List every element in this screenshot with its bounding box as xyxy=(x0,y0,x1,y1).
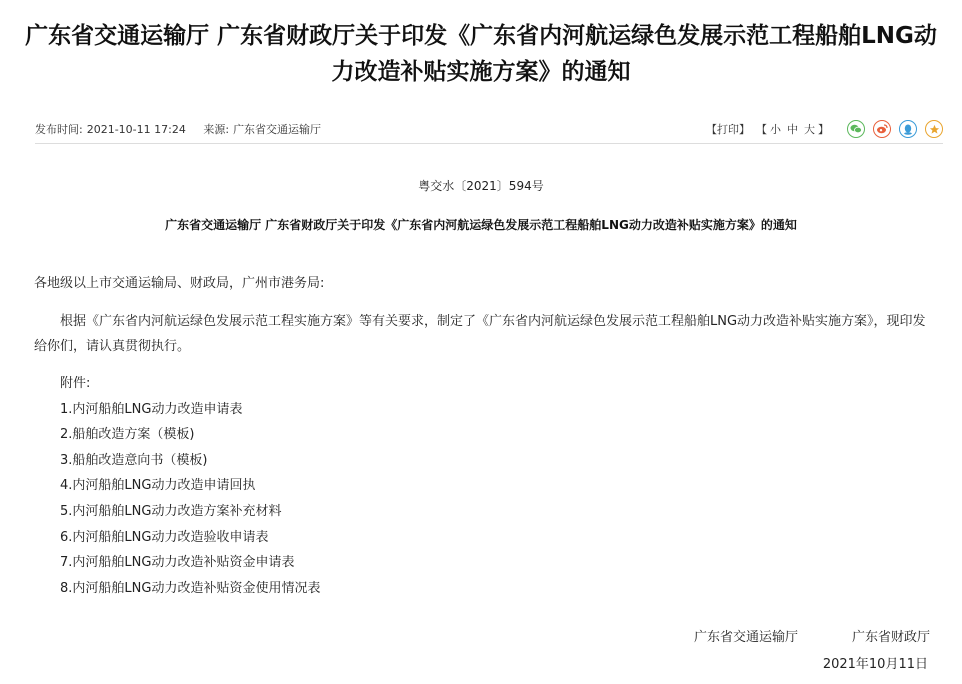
qq-glyph xyxy=(903,124,913,135)
publish-time: 2021-10-11 17:24 xyxy=(86,123,186,136)
attachment-list xyxy=(60,371,320,601)
share-icons xyxy=(839,120,943,138)
attachment-item: 3.船舶改造意向书（模板) xyxy=(60,452,208,468)
document-number: 粤交水〔2021〕594号 xyxy=(418,179,544,193)
attachment-item: 6.内河船舶LNG动力改造验收申请表 xyxy=(60,529,269,545)
source-name: 广东省交通运输厅 xyxy=(233,123,322,136)
document-date: 2021年10月11日 xyxy=(822,657,928,672)
print-link[interactable]: 【打印】 xyxy=(706,123,750,136)
attachment-item: 1.内河船舶LNG动力改造申请表 xyxy=(60,401,243,417)
attachment-label: 附件: xyxy=(60,376,91,391)
attachment-item: 8.内河船舶LNG动力改造补贴资金使用情况表 xyxy=(60,580,321,596)
font-size-medium-link[interactable]: 中 xyxy=(787,123,798,136)
document-signers xyxy=(694,626,930,645)
font-size-small-link[interactable]: 小 xyxy=(770,123,781,136)
font-size-open-bracket: 【 xyxy=(756,123,767,136)
font-size-close-bracket: 】 xyxy=(818,123,829,136)
document-heading: 广东省交通运输厅 广东省财政厅关于印发《广东省内河航运绿色发展示范工程船舶LNG动力改造补贴实施方案》的通知 xyxy=(165,218,797,232)
attachment-item: 2.船舶改造方案（模板) xyxy=(60,427,195,443)
signer-transport-department: 广东省交通运输厅 xyxy=(694,630,799,645)
source-label: 来源: xyxy=(203,123,230,136)
star-glyph xyxy=(929,124,940,135)
article-meta-bar xyxy=(35,118,943,140)
signer-finance-department: 广东省财政厅 xyxy=(851,630,930,645)
publish-time-label: 发布时间: xyxy=(35,123,83,136)
font-size-selector xyxy=(756,121,829,137)
document-recipients: 各地级以上市交通运输局、财政局，广州市港务局: xyxy=(34,276,325,291)
attachment-item: 7.内河船舶LNG动力改造补贴资金申请表 xyxy=(60,555,295,571)
article-meta-info xyxy=(35,121,335,137)
font-size-large-link[interactable]: 大 xyxy=(804,123,815,136)
attachment-item: 4.内河船舶LNG动力改造申请回执 xyxy=(60,478,256,494)
wechat-glyph xyxy=(850,124,862,134)
wechat-icon[interactable] xyxy=(847,120,865,138)
weibo-icon[interactable] xyxy=(873,120,891,138)
article-title: 广东省交通运输厅 广东省财政厅关于印发《广东省内河航运绿色发展示范工程船舶LNG动力改造补贴实施方案》的通知 xyxy=(25,23,937,85)
weibo-glyph xyxy=(876,124,888,134)
qq-icon[interactable] xyxy=(899,120,917,138)
article-tools xyxy=(700,120,943,138)
attachment-item: 5.内河船舶LNG动力改造方案补充材料 xyxy=(60,503,282,519)
document-body-paragraph: 根据《广东省内河航运绿色发展示范工程实施方案》等有关要求，制定了《广东省内河航运绿色发展示范工程船舶LNG动力改造补贴实施方案》，现印发给你们，请认真贯彻执行。 xyxy=(34,314,926,354)
header-divider xyxy=(35,143,943,144)
favorite-icon[interactable] xyxy=(925,120,943,138)
